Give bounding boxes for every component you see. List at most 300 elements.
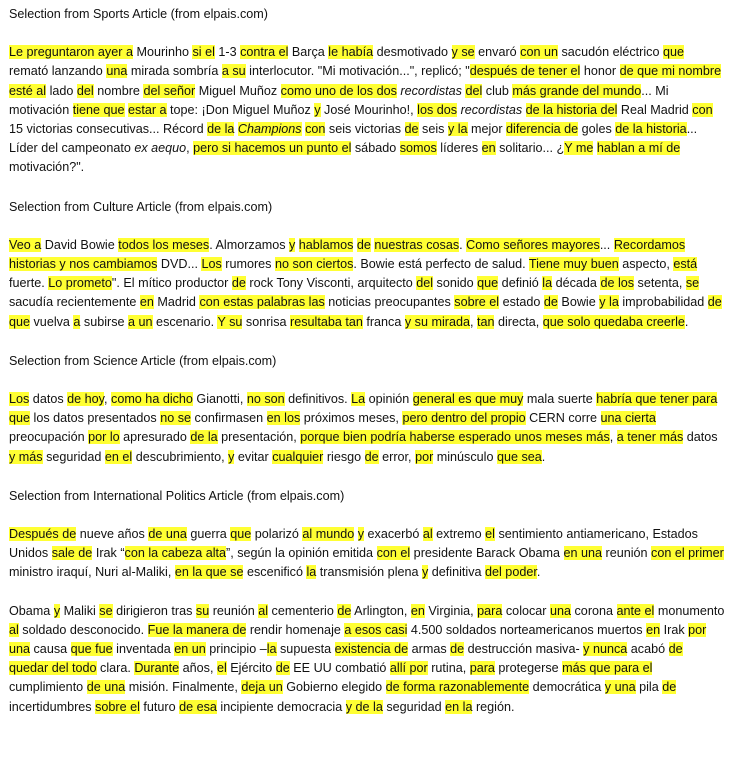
- plain-text: ex aequo: [134, 141, 187, 156]
- plain-text: protegerse: [494, 661, 563, 676]
- document: [0, 5, 735, 717]
- plain-text: soldado desconocido.: [18, 622, 148, 637]
- plain-text: definió: [498, 276, 543, 291]
- plain-text: mala suerte: [523, 392, 597, 407]
- highlighted-text: Durante: [134, 661, 180, 676]
- highlighted-text: por una: [9, 622, 707, 657]
- plain-text: reunión: [209, 603, 259, 618]
- plain-text: presentación,: [217, 430, 301, 445]
- plain-text: recordistas: [400, 83, 462, 98]
- highlighted-text: en: [646, 622, 661, 637]
- highlighted-text: más: [512, 83, 537, 98]
- plain-text: los datos presentados: [30, 411, 161, 426]
- plain-text: aspecto,: [618, 257, 674, 272]
- highlighted-text: y más: [9, 449, 43, 464]
- highlighted-text: cualquier: [272, 449, 324, 464]
- highlighted-text: Después de: [9, 527, 77, 542]
- plain-text: supuesta: [276, 642, 335, 657]
- highlighted-text: en un: [174, 642, 206, 657]
- highlighted-text: al: [422, 527, 433, 542]
- highlighted-text: La: [351, 392, 366, 407]
- highlighted-text: por lo: [88, 430, 120, 445]
- highlighted-text: se: [99, 603, 113, 618]
- plain-text: improbabilidad: [618, 295, 708, 310]
- article-paragraph: [9, 236, 725, 332]
- highlighted-text: en: [481, 141, 496, 156]
- plain-text: opinión: [365, 392, 413, 407]
- plain-text: mirada sombría: [127, 64, 222, 79]
- highlighted-text: y de la: [345, 699, 383, 714]
- highlighted-text: de que: [9, 295, 722, 329]
- plain-text: rock Tony Visconti, arquitecto: [245, 276, 417, 291]
- plain-text: seis: [418, 122, 448, 137]
- highlighted-text: sobre el: [454, 295, 500, 310]
- highlighted-text: estar a: [128, 102, 167, 117]
- plain-text: escenificó: [243, 565, 307, 580]
- plain-text: cumplimiento: [9, 680, 87, 695]
- highlighted-text: del: [465, 83, 483, 98]
- plain-text: Madrid: [153, 295, 200, 310]
- plain-text: sonido: [433, 276, 478, 291]
- highlighted-text: contra el: [240, 45, 289, 60]
- highlighted-text: grande del mundo: [536, 83, 642, 98]
- highlighted-text: diferencia de: [506, 122, 579, 137]
- plain-text: principio –: [205, 642, 267, 657]
- plain-text: fuerte.: [9, 276, 49, 291]
- plain-text: pila: [635, 680, 663, 695]
- plain-text: CERN corre: [525, 411, 601, 426]
- highlighted-text: que: [662, 45, 684, 60]
- highlighted-text: existencia de: [334, 642, 409, 657]
- plain-text: colocar: [502, 603, 550, 618]
- highlighted-text: Y su: [217, 314, 243, 329]
- plain-text: apresurado: [119, 430, 191, 445]
- section-heading: Selection from Science Article (from elpais.com): [9, 353, 277, 368]
- highlighted-text: con la cabeza alta: [124, 546, 227, 561]
- highlighted-text: en: [410, 603, 425, 618]
- highlighted-text: está: [673, 257, 698, 272]
- highlighted-text: Los: [201, 257, 222, 272]
- plain-text: ,: [104, 392, 112, 407]
- highlighted-text: el: [216, 661, 227, 676]
- plain-text: datos: [29, 392, 68, 407]
- highlighted-text: una cierta: [600, 411, 656, 426]
- plain-text: .: [536, 565, 541, 580]
- plain-text: 1-3: [214, 45, 241, 60]
- highlighted-text: ante: [616, 603, 642, 618]
- highlighted-text: sale de: [51, 546, 93, 561]
- plain-text: causa: [30, 642, 71, 657]
- highlighted-text: del: [76, 83, 94, 98]
- highlighted-text: tener para que: [9, 392, 718, 426]
- highlighted-text: la: [542, 276, 553, 291]
- highlighted-text: como uno de los dos: [280, 83, 397, 98]
- highlighted-text: que: [230, 527, 252, 542]
- highlighted-text: Champions: [237, 122, 302, 137]
- plain-text: armas: [408, 642, 451, 657]
- plain-text: ... Mi motivación: [9, 83, 669, 117]
- highlighted-text: habría que: [596, 392, 657, 407]
- article-paragraph: [9, 390, 725, 467]
- plain-text: .: [684, 314, 689, 329]
- highlighted-text: de: [450, 642, 465, 657]
- highlighted-text: sobre el: [95, 699, 140, 714]
- highlighted-text: tiene que: [72, 102, 125, 117]
- highlighted-text: más: [582, 430, 610, 445]
- plain-text: región.: [472, 699, 515, 714]
- highlighted-text: que: [496, 449, 518, 464]
- plain-text: DVD...: [157, 257, 202, 272]
- highlighted-text: le había: [328, 45, 374, 60]
- plain-text: franca: [362, 314, 405, 329]
- plain-text: líderes: [436, 141, 482, 156]
- highlighted-text: que fue: [70, 642, 113, 657]
- highlighted-text: de la historia del: [525, 102, 618, 117]
- highlighted-text: y se: [451, 45, 475, 60]
- plain-text: envaró: [474, 45, 521, 60]
- plain-text: Barça: [288, 45, 329, 60]
- plain-text: presidente Barack Obama: [410, 546, 564, 561]
- plain-text: incertidumbres: [9, 699, 96, 714]
- highlighted-text: para: [469, 661, 495, 676]
- plain-text: definitivos.: [284, 392, 352, 407]
- plain-text: próximos meses,: [300, 411, 403, 426]
- plain-text: escenario.: [152, 314, 218, 329]
- highlighted-text: con estas palabras las: [199, 295, 325, 310]
- highlighted-text: a su: [221, 64, 246, 79]
- plain-text: desmotivado: [373, 45, 452, 60]
- highlighted-text: y la: [447, 122, 468, 137]
- plain-text: ,: [609, 430, 617, 445]
- highlighted-text: para: [477, 603, 503, 618]
- highlighted-text: del señor: [143, 83, 196, 98]
- highlighted-text: y: [228, 449, 235, 464]
- plain-text: dirigieron tras: [112, 603, 196, 618]
- highlighted-text: en la: [445, 699, 473, 714]
- plain-text: inventada: [112, 642, 175, 657]
- highlighted-text: del: [416, 276, 434, 291]
- highlighted-text: Los: [9, 392, 30, 407]
- highlighted-text: y su mirada: [404, 314, 470, 329]
- highlighted-text: con un: [520, 45, 558, 60]
- highlighted-text: a tener más: [616, 430, 684, 445]
- highlighted-text: con: [692, 102, 713, 117]
- plain-text: futuro: [139, 699, 180, 714]
- plain-text: club: [482, 83, 513, 98]
- highlighted-text: en el: [104, 449, 133, 464]
- highlighted-text: porque bien podría haberse esperado unos meses: [300, 430, 583, 445]
- plain-text: seis victorias: [325, 122, 405, 137]
- highlighted-text: hablamos: [298, 237, 354, 252]
- highlighted-text: de esa: [179, 699, 217, 714]
- highlighted-text: y nunca: [583, 642, 628, 657]
- highlighted-text: de: [364, 449, 379, 464]
- plain-text: lado: [46, 83, 77, 98]
- article-section: [9, 5, 725, 178]
- highlighted-text: allí por: [389, 661, 428, 676]
- plain-text: .: [541, 449, 546, 464]
- highlighted-text: a un: [128, 314, 153, 329]
- highlighted-text: más que para el: [562, 661, 653, 676]
- section-heading: Selection from Culture Article (from elpais.com): [9, 199, 273, 214]
- highlighted-text: en una: [563, 546, 603, 561]
- plain-text: monumento: [654, 603, 725, 618]
- plain-text: exacerbó: [364, 527, 423, 542]
- plain-text: Estados Unidos: [9, 527, 698, 561]
- plain-text: subirse: [80, 314, 129, 329]
- plain-text: Maliki: [60, 603, 100, 618]
- highlighted-text: deja un: [241, 680, 283, 695]
- highlighted-text: en: [139, 295, 154, 310]
- highlighted-text: de una: [86, 680, 126, 695]
- highlighted-text: al mundo: [302, 527, 355, 542]
- highlighted-text: que solo quedaba creerle: [542, 314, 685, 329]
- highlighted-text: Veo a: [9, 237, 42, 252]
- plain-text: estado: [499, 295, 544, 310]
- plain-text: ... Líder del campeonato: [9, 122, 698, 156]
- highlighted-text: y: [289, 237, 296, 252]
- highlighted-text: una: [106, 64, 128, 79]
- highlighted-text: por: [415, 449, 434, 464]
- highlighted-text: y la: [599, 295, 619, 310]
- plain-text: evitar: [234, 449, 273, 464]
- plain-text: noticias preocupantes: [324, 295, 455, 310]
- plain-text: combatió: [335, 661, 390, 676]
- plain-text: extremo: [432, 527, 486, 542]
- plain-text: setenta,: [634, 276, 686, 291]
- plain-text: .: [459, 237, 467, 252]
- article-section: [9, 352, 725, 467]
- highlighted-text: de la: [190, 430, 218, 445]
- plain-text: Miguel Muñoz: [195, 83, 281, 98]
- plain-text: 15 victorias consecutivas... Récord: [9, 122, 208, 137]
- plain-text: Irak: [660, 622, 689, 637]
- plain-text: rendir homenaje: [246, 622, 345, 637]
- highlighted-text: de: [275, 661, 290, 676]
- plain-text: Real Madrid: [617, 102, 693, 117]
- plain-text: corona: [571, 603, 617, 618]
- highlighted-text: a: [73, 314, 81, 329]
- highlighted-text: buen: [587, 257, 619, 272]
- plain-text: Ejército: [226, 661, 276, 676]
- highlighted-text: y: [53, 603, 61, 618]
- highlighted-text: pero si hacemos un punto el: [193, 141, 352, 156]
- highlighted-text: de forma razonablemente: [385, 680, 530, 695]
- highlighted-text: nuestras cosas: [374, 237, 460, 252]
- highlighted-text: de hoy: [67, 392, 105, 407]
- highlighted-text: de: [356, 237, 371, 252]
- highlighted-text: de una: [148, 527, 187, 542]
- plain-text: ,: [469, 314, 477, 329]
- plain-text: solitario... ¿: [495, 141, 565, 156]
- plain-text: mejor: [467, 122, 507, 137]
- article-section: [9, 487, 725, 717]
- article-section: [9, 198, 725, 332]
- plain-text: misión. Finalmente,: [125, 680, 242, 695]
- plain-text: Mourinho: [132, 45, 193, 60]
- highlighted-text: del: [485, 565, 502, 580]
- highlighted-text: una: [550, 603, 572, 618]
- highlighted-text: con el primer: [651, 546, 724, 561]
- plain-text: directa,: [494, 314, 543, 329]
- plain-text: años,: [179, 661, 217, 676]
- plain-text: Virginia,: [424, 603, 478, 618]
- plain-text: goles: [578, 122, 616, 137]
- plain-text: recordistas: [460, 102, 523, 117]
- plain-text: rumores: [221, 257, 275, 272]
- highlighted-text: su: [195, 603, 210, 618]
- plain-text: democrática: [529, 680, 605, 695]
- highlighted-text: de: [404, 122, 419, 137]
- plain-text: 4.500 soldados: [407, 622, 500, 637]
- plain-text: reunión: [602, 546, 652, 561]
- plain-text: transmisión plena: [316, 565, 422, 580]
- article-paragraph: [9, 602, 725, 717]
- plain-text: norteamericanos muertos: [499, 622, 647, 637]
- highlighted-text: y: [314, 102, 321, 117]
- plain-text: ...: [599, 237, 614, 252]
- highlighted-text: de: [231, 276, 246, 291]
- highlighted-text: y: [357, 527, 365, 542]
- highlighted-text: de la: [207, 122, 235, 137]
- highlighted-text: pero dentro del propio: [402, 411, 526, 426]
- highlighted-text: de quedar del todo: [9, 642, 683, 676]
- highlighted-text: los dos: [417, 102, 458, 117]
- highlighted-text: resultaba tan: [290, 314, 363, 329]
- plain-text: . Almorzamos: [209, 237, 289, 252]
- highlighted-text: general es que muy: [412, 392, 524, 407]
- plain-text: ministro iraquí, Nuri al-Maliki,: [9, 565, 175, 580]
- plain-text: vuelva: [30, 314, 74, 329]
- highlighted-text: el: [641, 603, 655, 618]
- highlighted-text: Le preguntaron ayer: [9, 45, 126, 60]
- highlighted-text: de la historia: [615, 122, 687, 137]
- plain-text: honor: [580, 64, 620, 79]
- plain-text: nombre: [93, 83, 144, 98]
- plain-text: cementerio: [268, 603, 338, 618]
- highlighted-text: hablan a mí de: [596, 141, 681, 156]
- plain-text: descubrimiento,: [132, 449, 229, 464]
- plain-text: sentimiento antiamericano,: [494, 527, 653, 542]
- plain-text: seguridad: [42, 449, 105, 464]
- article-paragraph: [9, 43, 725, 177]
- highlighted-text: con el: [376, 546, 411, 561]
- plain-text: seguridad: [382, 699, 446, 714]
- plain-text: motivación?".: [9, 160, 85, 175]
- plain-text: clara.: [96, 661, 135, 676]
- plain-text: ". El mítico productor: [111, 276, 232, 291]
- highlighted-text: que: [477, 276, 499, 291]
- highlighted-text: todos los meses: [118, 237, 210, 252]
- plain-text: polarizó: [251, 527, 303, 542]
- highlighted-text: de los: [600, 276, 635, 291]
- plain-text: confirmasen: [191, 411, 267, 426]
- plain-text: preocupación: [9, 430, 89, 445]
- highlighted-text: de que mi nombre esté al: [9, 64, 722, 98]
- highlighted-text: Recordamos historias y nos cambiamos: [9, 237, 686, 272]
- plain-text: nueve años: [76, 527, 149, 542]
- highlighted-text: la: [306, 565, 317, 580]
- plain-text: Gianotti,: [192, 392, 247, 407]
- plain-text: José Mourinho!,: [320, 102, 418, 117]
- highlighted-text: la: [266, 642, 277, 657]
- highlighted-text: a esos casi: [344, 622, 408, 637]
- highlighted-text: de: [543, 295, 558, 310]
- highlighted-text: a: [125, 45, 133, 60]
- plain-text: definitiva: [428, 565, 485, 580]
- plain-text: Gobierno elegido: [282, 680, 386, 695]
- section-heading: Selection from International Politics Article (from elpais.com): [9, 488, 345, 503]
- highlighted-text: con: [305, 122, 326, 137]
- highlighted-text: no son ciertos: [274, 257, 354, 272]
- highlighted-text: al: [258, 603, 269, 618]
- highlighted-text: si el: [192, 45, 215, 60]
- plain-text: acabó: [627, 642, 669, 657]
- plain-text: minúsculo: [433, 449, 497, 464]
- section-heading: Selection from Sports Article (from elpais.com): [9, 7, 268, 21]
- plain-text: sábado: [351, 141, 400, 156]
- article-paragraph: [9, 525, 725, 583]
- plain-text: error,: [378, 449, 416, 464]
- highlighted-text: somos: [399, 141, 437, 156]
- sections-container: [9, 5, 725, 717]
- plain-text: década: [552, 276, 601, 291]
- highlighted-text: Y me: [564, 141, 594, 156]
- plain-text: tope: ¡Don Miguel Muñoz: [166, 102, 315, 117]
- highlighted-text: de: [662, 680, 677, 695]
- highlighted-text: Lo prometo: [48, 276, 112, 291]
- plain-text: Irak “: [92, 546, 125, 561]
- highlighted-text: al: [9, 622, 19, 637]
- plain-text: sonrisa: [242, 314, 291, 329]
- plain-text: guerra: [186, 527, 231, 542]
- plain-text: sacudía recientemente: [9, 295, 140, 310]
- plain-text: Bowie: [557, 295, 600, 310]
- plain-text: interlocutor. "Mi motivación...", replicó; ": [245, 64, 470, 79]
- highlighted-text: en los: [266, 411, 301, 426]
- highlighted-text: tan: [476, 314, 495, 329]
- highlighted-text: el: [485, 527, 495, 542]
- highlighted-text: sea: [517, 449, 542, 464]
- plain-text: Obama: [9, 603, 54, 618]
- plain-text: Arlington,: [351, 603, 411, 618]
- highlighted-text: y: [422, 565, 429, 580]
- plain-text: . Bowie está perfecto de salud.: [353, 257, 529, 272]
- plain-text: ,: [186, 141, 194, 156]
- plain-text: incipiente democracia: [216, 699, 346, 714]
- highlighted-text: Como señores mayores: [466, 237, 600, 252]
- highlighted-text: Tiene muy: [528, 257, 588, 272]
- highlighted-text: de: [337, 603, 352, 618]
- highlighted-text: Fue la manera de: [147, 622, 247, 637]
- highlighted-text: en la que se: [174, 565, 244, 580]
- highlighted-text: no se: [160, 411, 192, 426]
- plain-text: David Bowie: [41, 237, 119, 252]
- plain-text: EE UU: [289, 661, 336, 676]
- plain-text: sacudón eléctrico: [557, 45, 663, 60]
- plain-text: ”, según la opinión emitida: [226, 546, 377, 561]
- highlighted-text: como ha dicho: [111, 392, 193, 407]
- highlighted-text: después de tener el: [469, 64, 581, 79]
- plain-text: destrucción masiva-: [464, 642, 584, 657]
- highlighted-text: poder: [501, 565, 537, 580]
- plain-text: riesgo: [323, 449, 365, 464]
- plain-text: rutina,: [427, 661, 470, 676]
- highlighted-text: y una: [604, 680, 636, 695]
- highlighted-text: se: [685, 276, 700, 291]
- plain-text: datos: [683, 430, 718, 445]
- plain-text: remató lanzando: [9, 64, 107, 79]
